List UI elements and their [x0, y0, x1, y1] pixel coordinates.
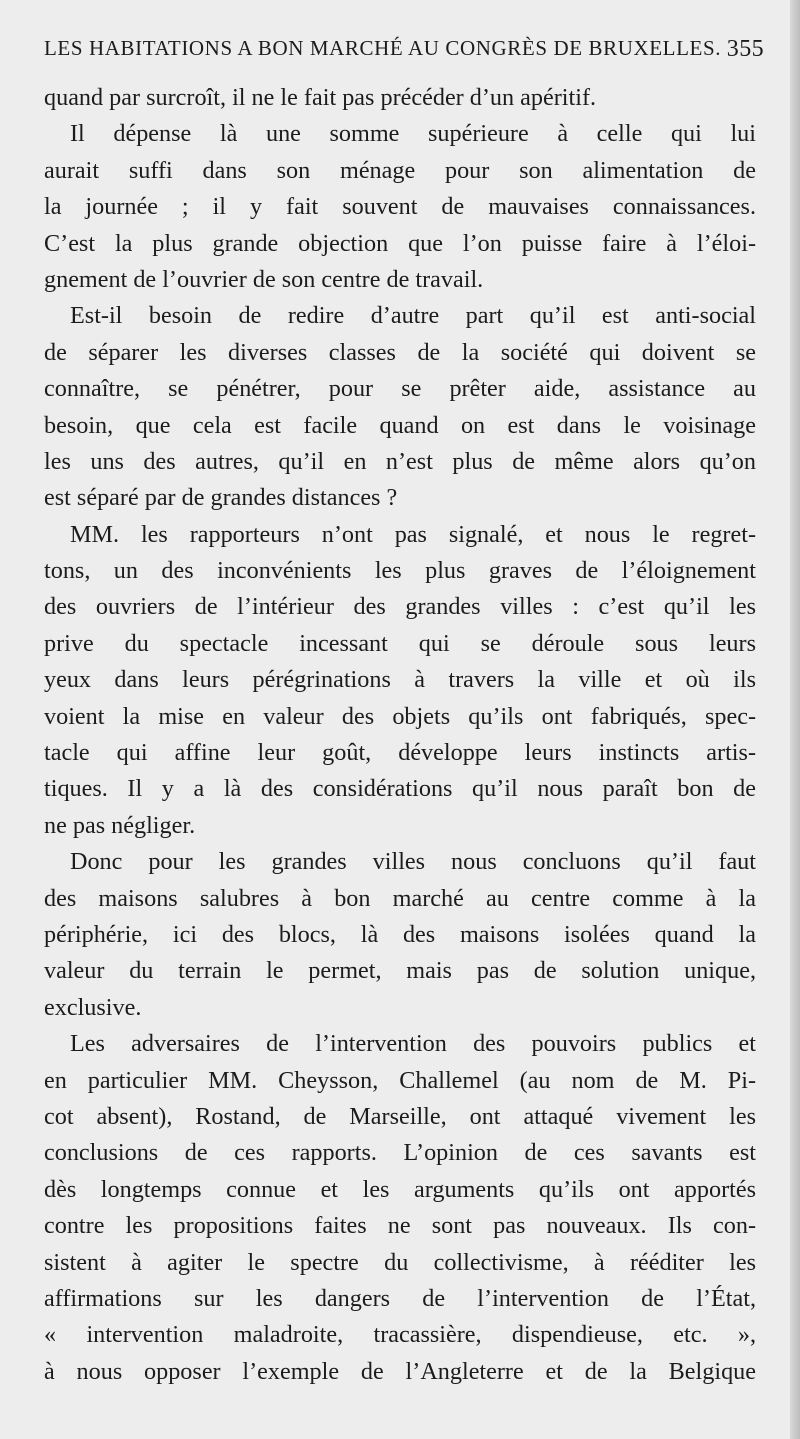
text-line: Les adversaires de l’intervention des pouvoirs publics et [70, 1030, 756, 1058]
page-edge-shadow [790, 0, 800, 1439]
text-line: « intervention maladroite, tracassière, dispendieuse, etc. », [44, 1321, 756, 1349]
text-line: sistent à agiter le spectre du collectivisme, à rééditer les [44, 1248, 756, 1276]
text-line: MM. les rapporteurs n’ont pas signalé, et nous le regret- [70, 520, 756, 548]
text-line: à nous opposer l’exemple de l’Angleterre et de la Belgique [44, 1357, 756, 1385]
text-line: contre les propositions faites ne sont pas nouveaux. Ils con- [44, 1212, 756, 1240]
text-line: conclusions de ces rapports. L’opinion de ces savants est [44, 1139, 756, 1167]
text-line: dès longtemps connue et les arguments qu’ils ont apportés [44, 1175, 756, 1203]
text-line: quand par surcroît, il ne le fait pas précéder d’un apéritif. [44, 84, 597, 111]
text-line: valeur du terrain le permet, mais pas de solution unique, [44, 957, 756, 985]
text-line: les uns des autres, qu’il en n’est plus de même alors qu’on [44, 447, 756, 475]
body-text [44, 80, 756, 1390]
text-line: affirmations sur les dangers de l’intervention de l’État, [44, 1284, 756, 1312]
text-line: Il dépense là une somme supérieure à celle qui lui [70, 120, 756, 148]
text-line: besoin, que cela est facile quand on est dans le voisinage [44, 411, 756, 439]
page-number: 355 [726, 36, 764, 62]
text-line: Donc pour les grandes villes nous concluons qu’il faut [70, 848, 756, 876]
text-line: tons, un des inconvénients les plus graves de l’éloignement [44, 557, 756, 585]
text-line: voient la mise en valeur des objets qu’ils ont fabriqués, spec- [44, 702, 756, 730]
text-line: des ouvriers de l’intérieur des grandes villes : c’est qu’il les [44, 593, 756, 621]
text-line: tiques. Il y a là des considérations qu’il nous paraît bon de [44, 775, 756, 803]
text-line: prive du spectacle incessant qui se déroule sous leurs [44, 629, 756, 657]
text-line: C’est la plus grande objection que l’on puisse faire à l’éloi- [44, 229, 756, 257]
text-line: aurait suffi dans son ménage pour son alimentation de [44, 156, 756, 184]
text-line: ne pas négliger. [44, 811, 196, 839]
text-line: exclusive. [44, 993, 142, 1021]
text-line: des maisons salubres à bon marché au centre comme à la [44, 884, 756, 912]
text-line: périphérie, ici des blocs, là des maisons isolées quand la [44, 920, 756, 948]
text-line: tacle qui affine leur goût, développe leurs instincts artis- [44, 739, 756, 767]
text-line: Est-il besoin de redire d’autre part qu’il est anti-social [70, 302, 756, 330]
running-title: LES HABITATIONS A BON MARCHÉ AU CONGRÈS DE BRUXELLES. [44, 36, 722, 60]
text-line: connaître, se pénétrer, pour se prêter aide, assistance au [44, 375, 756, 403]
text-line: yeux dans leurs pérégrinations à travers la ville et où ils [44, 666, 756, 694]
text-line: gnement de l’ouvrier de son centre de travail. [44, 265, 484, 293]
text-line: la journée ; il y fait souvent de mauvaises connaissances. [44, 193, 756, 221]
text-line: cot absent), Rostand, de Marseille, ont attaqué vivement les [44, 1102, 756, 1130]
text-line: est séparé par de grandes distances ? [44, 484, 398, 512]
running-header [44, 36, 764, 61]
text-line: de séparer les diverses classes de la société qui doivent se [44, 338, 756, 366]
text-line: en particulier MM. Cheysson, Challemel (au nom de M. Pi- [44, 1066, 756, 1094]
